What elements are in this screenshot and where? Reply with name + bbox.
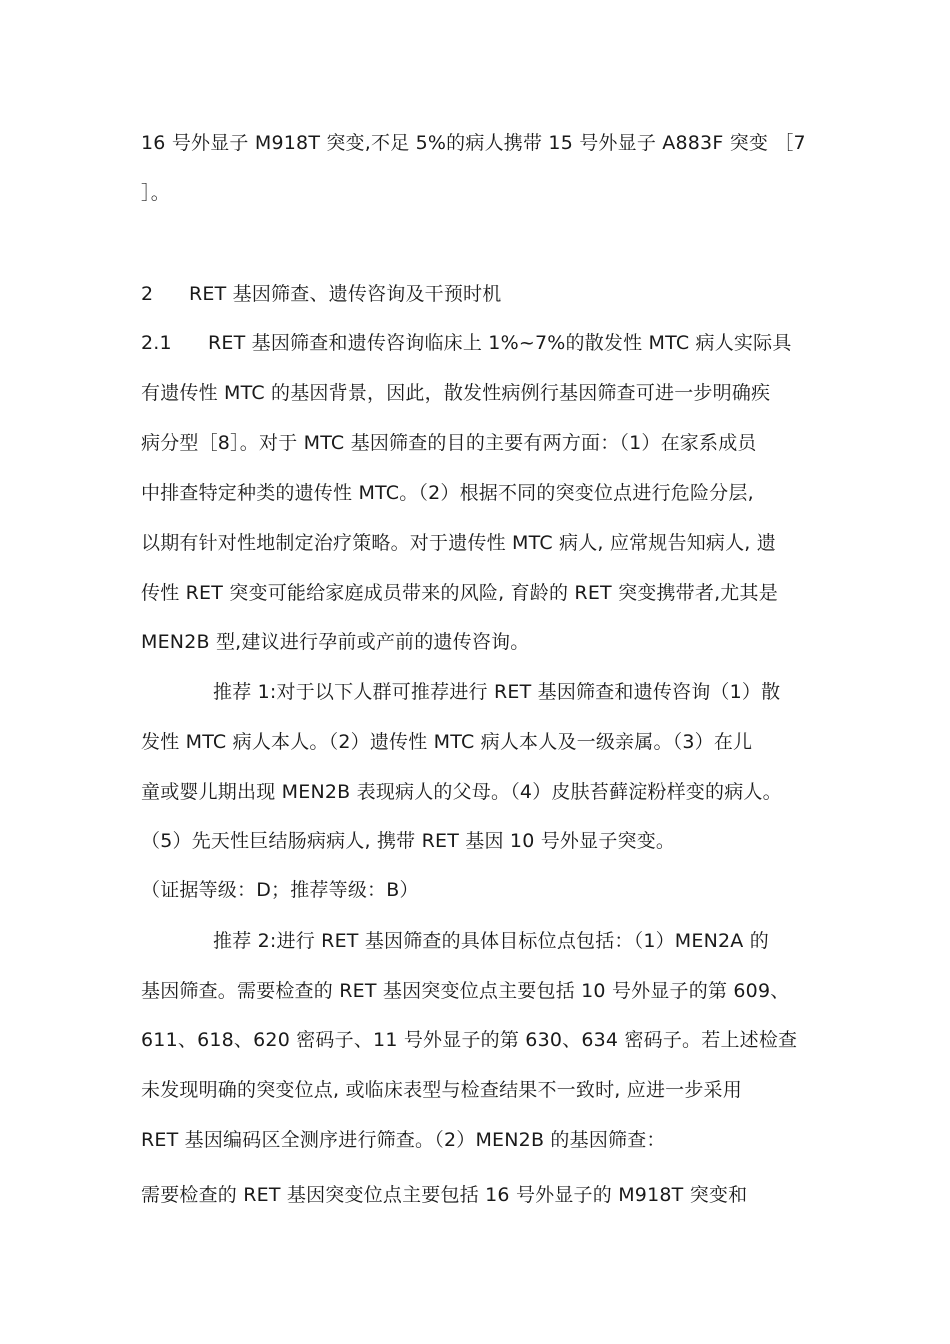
paragraph-line: （5）先天性巨结肠病病人, 携带 RET 基因 10 号外显子突变。	[141, 830, 676, 852]
paragraph-line: 基因筛查。需要检查的 RET 基因突变位点主要包括 10 号外显子的第 609、	[141, 980, 790, 1002]
paragraph-line: MEN2B 型,建议进行孕前或产前的遗传咨询。	[141, 631, 530, 653]
section-number: 2	[141, 283, 154, 305]
paragraph-line: 发性 MTC 病人本人。（2）遗传性 MTC 病人本人及一级亲属。（3）在儿	[141, 731, 753, 753]
paragraph-line: 病分型［8］。对于 MTC 基因筛查的目的主要有两方面：（1）在家系成员	[141, 432, 757, 454]
subsection-number: 2.1	[141, 332, 172, 354]
evidence-level: （证据等级：D；推荐等级：B）	[141, 879, 419, 901]
paragraph-line: 有遗传性 MTC 的基因背景，因此，散发性病例行基因筛查可进一步明确疾	[141, 382, 771, 404]
section-heading	[141, 282, 501, 306]
paragraph-line: 611、618、620 密码子、11 号外显子的第 630、634 密码子。若上述检查	[141, 1029, 798, 1051]
paragraph-line: 中排查特定种类的遗传性 MTC。（2）根据不同的突变位点进行危险分层,	[141, 482, 754, 504]
paragraph-line: 童或婴儿期出现 MEN2B 表现病人的父母。（4）皮肤苔藓淀粉样变的病人。	[141, 781, 782, 803]
section-title: RET 基因筛查、遗传咨询及干预时机	[189, 283, 502, 305]
paragraph-line: 16 号外显子 M918T 突变,不足 5%的病人携带 15 号外显子 A883F 突变 ［7	[141, 132, 806, 154]
subsection-first-line	[141, 331, 792, 355]
paragraph-line: 需要检查的 RET 基因突变位点主要包括 16 号外显子的 M918T 突变和	[141, 1184, 748, 1206]
paragraph-line: 传性 RET 突变可能给家庭成员带来的风险, 育龄的 RET 突变携带者,尤其是	[141, 582, 778, 604]
paragraph-line: 以期有针对性地制定治疗策略。对于遗传性 MTC 病人, 应常规告知病人, 遗	[141, 532, 776, 554]
paragraph-line: ］。	[141, 182, 170, 204]
recommendation-2-line: 推荐 2:进行 RET 基因筛查的具体目标位点包括：（1）MEN2A 的	[213, 930, 769, 952]
paragraph-line: RET 基因编码区全测序进行筛查。（2）MEN2B 的基因筛查：	[141, 1129, 666, 1151]
paragraph-line: 未发现明确的突变位点, 或临床表型与检查结果不一致时, 应进一步采用	[141, 1079, 742, 1101]
recommendation-1-line: 推荐 1:对于以下人群可推荐进行 RET 基因筛查和遗传咨询（1）散	[213, 681, 781, 703]
subsection-text: RET 基因筛查和遗传咨询临床上 1%~7%的散发性 MTC 病人实际具	[208, 332, 792, 354]
